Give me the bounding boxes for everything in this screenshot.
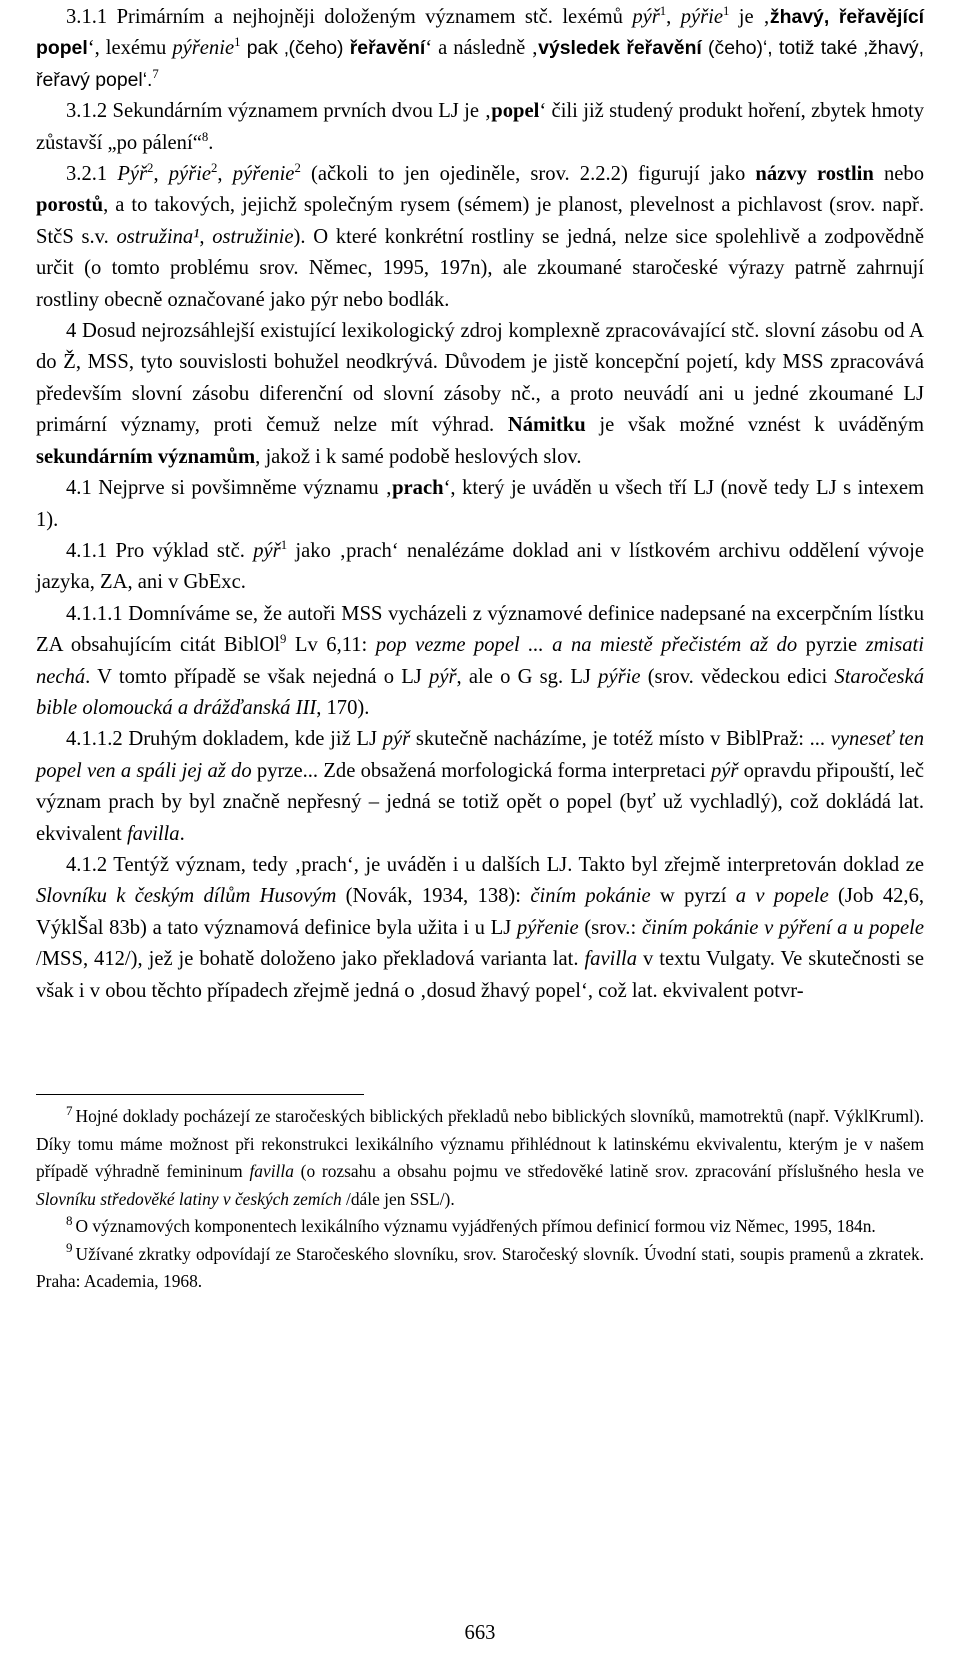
italic-quote: a v popele <box>735 885 829 908</box>
text-run: (Novák, 1934, 138): <box>336 885 531 908</box>
text-run: (o rozsahu a obsahu pojmu ve středověké latině srov. zpracování příslušného hesla ve <box>293 1161 924 1181</box>
paragraph-4-1-1-1 <box>36 599 924 725</box>
italic-term: pýř <box>632 6 660 28</box>
text-run: ). O které konkrétní rostliny se jedná, nelze sice spolehlivě a zodpovědně určit (o tomto problému srov. Němec, 1995, 197n), ale zkoumané staročeské výrazy patrně zahrnují rostliny obecně označované jako pýr nebo bodlák. <box>36 225 924 311</box>
main-text <box>36 2 924 1007</box>
italic-term: pýřie <box>168 163 212 186</box>
footnote-number: 7 <box>66 1102 73 1118</box>
italic-quote: zmisati nechá <box>36 634 924 688</box>
text-run: ‘, lexému <box>87 37 173 60</box>
text-run: , <box>199 225 213 248</box>
footnote-8 <box>36 1213 924 1241</box>
text-run: , 170). <box>316 696 370 719</box>
paragraph-3-2-1 <box>36 159 924 316</box>
footnote-divider <box>36 1094 364 1095</box>
italic-term: favilla <box>249 1161 294 1181</box>
italic-term: pýř <box>253 539 281 562</box>
bold-meaning: popel <box>491 100 540 123</box>
footnotes <box>36 1103 924 1296</box>
text-run: Hojné doklady pocházejí ze staročeských biblických překladů nebo biblických slovníků, mamotrektů (např. VýklKruml). Díky tomu máme možnost při rekonstrukci lexikálního významu přihlédnout k latinskému ekvivalentu, kterým je v našem případě výhradně femininum <box>36 1106 924 1181</box>
text-run: (srov.: <box>578 916 642 939</box>
text-run: 4.1.1.2 Druhým dokladem, kde již LJ <box>66 728 383 751</box>
text-run: (srov. vědeckou edici <box>640 665 835 688</box>
paragraph-4-1-1 <box>36 536 924 599</box>
homonym-index: 1 <box>234 35 241 50</box>
text-run: . <box>208 131 214 154</box>
paragraph-4-1-2 <box>36 850 924 1007</box>
italic-term: favilla <box>126 822 180 845</box>
italic-term: pýř <box>710 759 739 782</box>
text-run: 4.1.2 Tentýž význam, tedy ‚prach‘, je uváděn i u dalších LJ. Takto byl zřejmě interpretován doklad ze <box>66 853 924 876</box>
text-run: pyrzie <box>797 634 866 657</box>
text-run: nebo <box>873 163 924 186</box>
text-run: , a to takových, jejichž společným rysem (sémem) je planost, plevelnost a pichlavost (srov. např. StčS s.v. <box>36 194 924 248</box>
text-run: (čeho)‘, totiž také ‚žhavý, řeřavý popel‘. <box>36 37 924 91</box>
footnote-ref-7[interactable]: 7 <box>152 66 159 81</box>
text-run: 4 Dosud nejrozsáhlejší existující lexikologický zdroj komplexně zpracovávající stč. slovní zásobu od A do Ž, MSS, tyto souvislosti bohužel neodkrývá. Důvodem je jistě koncepční pojetí, kdy MSS zpracovává především slovní zásobu diferenční od slovní zásoby nč., a proto neuvádí ani u jedné zkoumané LJ primární významy, proti čemuž nelze mít výhrad. <box>36 320 924 437</box>
italic-term: pýřenie <box>516 916 579 939</box>
text-run: 3.1.1 Primárním a nejhojněji doloženým významem stč. lexémů <box>66 6 633 28</box>
text-run: (ačkoli to jen ojediněle, srov. 2.2.2) figurují jako <box>300 163 756 186</box>
paragraph-4-1-1-2 <box>36 724 924 850</box>
bold-meaning: prach <box>392 477 444 500</box>
paragraph-4 <box>36 316 924 473</box>
homonym-index: 1 <box>659 4 667 19</box>
homonym-index: 1 <box>723 4 730 19</box>
text-run: pyrze... Zde obsažená morfologická forma interpretaci <box>251 759 711 782</box>
text-run: v textu Vulgaty. Ve skutečnosti se však i v obou těchto případech zřejmě jedná o ‚dosud žhavý popel‘, což lat. ekvivalent potvr- <box>36 948 924 1002</box>
text-run: , <box>153 163 169 186</box>
text-run: Užívané zkratky odpovídají ze Staročeského slovníku, srov. Staročeský slovník. Úvodní stati, soupis pramenů a zkratek. Praha: Academia, 1968. <box>36 1243 924 1291</box>
italic-term: pýřenie <box>232 163 295 186</box>
italic-quote: pop vezme popel ... a na miestě přečistém až do <box>375 634 798 657</box>
text-run: (Job 42,6, VýklŠal 83b) a tato významová definice byla užita i u LJ <box>36 885 925 939</box>
homonym-index: 2 <box>211 161 218 176</box>
text-run: 4.1 Nejprve si povšimněme významu ‚ <box>66 477 393 500</box>
italic-term: favilla <box>584 948 638 971</box>
text-run: jako ‚prach‘ nenalézáme doklad ani v lístkovém archivu oddělení vývoje jazyka, ZA, ani v GbExc. <box>36 539 924 594</box>
text-run: O významových komponentech lexikálního významu vyjádřených přímou definicí formou viz Němec, 1995, 184n. <box>75 1216 876 1236</box>
footnote-number: 9 <box>66 1240 73 1256</box>
text-run: skutečně nacházíme, je totéž místo v BiblPraž: ... <box>410 728 831 751</box>
italic-quote: činím pokánie v pýření a u popele <box>641 916 924 939</box>
text-run: 3.2.1 <box>66 163 118 186</box>
paragraph-4-1 <box>36 473 924 536</box>
text-run: ‘, který je uváděn u všech tří LJ (nově tedy LJ s intexem 1). <box>36 477 924 531</box>
text-run: ‘ a následně ‚ <box>425 37 539 60</box>
footnote-ref-9[interactable]: 9 <box>280 632 287 647</box>
text-run: , <box>217 163 233 186</box>
footnote-9 <box>36 1241 924 1296</box>
italic-term: pýřie <box>680 6 724 28</box>
bold-meaning: výsledek řeřavění <box>538 37 702 60</box>
italic-term: pýřenie <box>172 37 235 60</box>
bold-meaning: žhavý, řeřavějící popel <box>36 6 924 60</box>
italic-term: pýř <box>429 665 457 688</box>
italic-term: pýřie <box>598 665 641 688</box>
text-run: Lv 6,11: <box>286 634 376 657</box>
text-run: 4.1.1 Pro výklad stč. <box>66 539 254 562</box>
italic-term: ostružinie <box>212 225 294 248</box>
page-number: 663 <box>464 1622 496 1644</box>
footnote-number: 8 <box>66 1212 73 1228</box>
text-run: pak ‚(čeho) <box>240 37 350 60</box>
text-run: /MSS, 412/), jež je bohatě doloženo jako překladová varianta lat. <box>36 948 585 971</box>
bold-term: názvy rostlin <box>755 163 874 186</box>
bold-term: sekundárním významům <box>36 445 256 468</box>
text-run: opravdu připouští, leč význam prach by byl značně nepřesný – jedná se totiž opět o popel (byť už vychladlý), což dokládá lat. ekvivalent <box>36 759 924 845</box>
text-run: je ‚ <box>729 6 770 28</box>
text-run: 3.1.2 Sekundárním významem prvních dvou LJ je ‚ <box>66 100 492 123</box>
italic-title: Slovníku k českým dílům Husovým <box>36 885 337 908</box>
italic-quote: vyneseť ten popel ven a spáli jej až do <box>36 728 924 782</box>
italic-term: ostružina¹ <box>116 225 200 248</box>
text-run: /dále jen SSL/). <box>341 1188 455 1209</box>
text-run: ‘ čili již studený produkt hoření, zbytek hmoty zůstavší „po pálení“ <box>36 100 924 154</box>
bold-term: Námitku <box>507 414 586 437</box>
paragraph-3-1-2 <box>36 96 924 159</box>
text-run: . V tomto případě se však nejedná o LJ <box>85 665 430 688</box>
homonym-index: 2 <box>294 161 301 176</box>
text-run: . <box>179 822 185 845</box>
text-run: w pyrzí <box>650 885 736 908</box>
footnote-ref-8[interactable]: 8 <box>201 129 209 144</box>
homonym-index: 2 <box>147 161 154 176</box>
footnote-7 <box>36 1103 924 1213</box>
text-run: je však možné vznést k uváděným <box>585 414 924 437</box>
text-run: , ale o G sg. LJ <box>456 665 599 688</box>
homonym-index: 1 <box>280 538 288 552</box>
text-run: , <box>666 6 681 28</box>
bold-term: porostů <box>36 194 104 217</box>
bold-meaning: řeřavění <box>349 37 426 60</box>
italic-title: Slovníku středověké latiny v českých zemích <box>36 1188 342 1209</box>
paragraph-3-1-1 <box>36 2 924 96</box>
italic-title: Staročeská bible olomoucká a drážďanská III <box>36 665 925 719</box>
italic-term: pýř <box>382 728 411 751</box>
italic-term: Pýř <box>117 163 148 186</box>
text-run: 4.1.1.1 Domníváme se, že autoři MSS vycházeli z významové definice nadepsané na excerpčním lístku ZA obsahujícím citát BiblOl <box>36 602 924 657</box>
italic-quote: činím pokánie <box>530 885 651 908</box>
text-run: , jakož i k samé podobě heslových slov. <box>255 445 582 468</box>
